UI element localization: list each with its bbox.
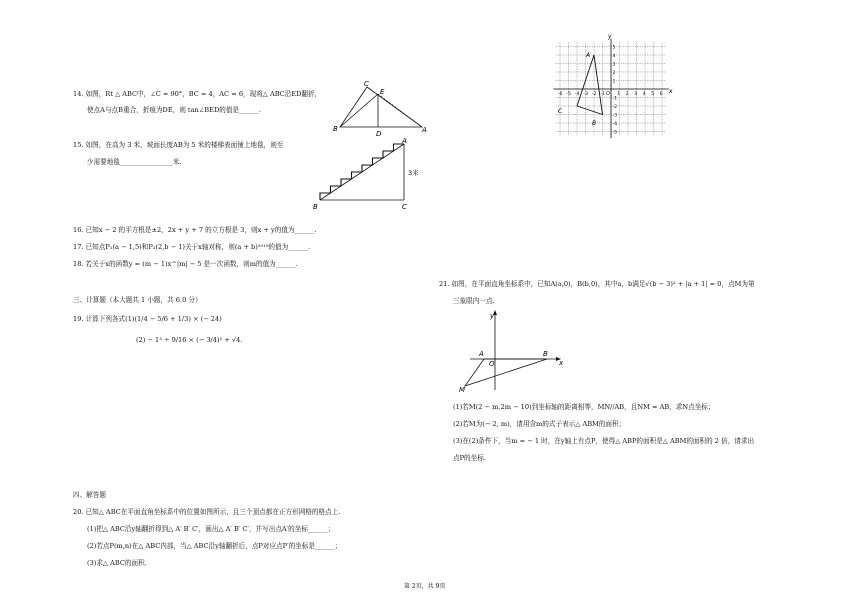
q15-line1: 15. 如图，在高为 3 米，坡面长度AB为 5 米的楼梯表面铺上地毯，则至 (73, 141, 284, 149)
x-tick-label: 5 (651, 92, 655, 97)
q21-part1: (1)若M(2 − m,2m − 10)到坐标轴的距离相等，MN//AB，且NM = AB，求N点坐标； (453, 403, 715, 411)
origin-label: O (489, 360, 495, 368)
point-A: A (586, 52, 591, 59)
x-tick-label: -6 (557, 92, 563, 97)
label-A: A (402, 137, 407, 145)
q21-line1: 21. 如图，在平面直角坐标系中，已知A(a,0)，B(b,0)，其中a，b满足√(b − 3)² + |a + 1| = 0，点M为第 (439, 280, 755, 288)
y-tick-label: 4 (612, 54, 616, 59)
label-D: D (376, 130, 382, 138)
point-B: B (592, 120, 597, 127)
figure-q21-coords (455, 310, 565, 395)
y-tick-label: -2 (612, 105, 618, 110)
axis-x-label: x (669, 88, 673, 95)
q14-line1: 14. 如图，Rt △ ABC中，∠C = 90°，BC = 4，AC = 6，现将△ ABC沿ED翻折， (73, 90, 322, 98)
q17: 17. 已知点P₁(a − 1,5)和P₂(2,b − 1)关于x轴对称，则(a + b)²⁰¹⁹的值为______. (73, 243, 311, 251)
x-tick-label: -2 (591, 92, 597, 97)
x-tick-label: 3 (634, 92, 638, 97)
page-footer: 第 2页，共 9页 (404, 583, 446, 590)
label-E: E (380, 88, 385, 96)
q21-part2: (2)若M为(− 2, m)，请用含m的式子表示△ ABM的面积； (453, 420, 626, 428)
figure-q15-stairs (312, 138, 422, 213)
label-B: B (333, 125, 338, 133)
q20-line2: (1)把△ ABC沿y轴翻折得到△ A′ B′ C′，画出△ A′ B′ C′，并写出点A′的坐标______； (87, 525, 335, 533)
x-tick-label: -5 (566, 92, 571, 97)
label-C: C (402, 203, 407, 211)
q21-part3: (3)在(2)条件下，当m = − 1 时，在y轴上有点P，使得△ ABP的面积是△ ABM的面积的 2 倍，请求出 (453, 437, 755, 445)
section-4-heading: 四、解答题 (73, 491, 106, 499)
q18: 18. 若关于x的函数y = (m − 1)x^|m| − 5 是一次函数，则m的值为______. (73, 260, 298, 268)
axis-y-label: y (608, 33, 612, 40)
y-tick-label: 3 (612, 62, 616, 68)
section-3-heading: 三、计算题（本大题共 1 小题，共 6.0 分） (73, 296, 202, 304)
x-tick-label: -1 (600, 92, 605, 97)
axis-y-label: y (490, 312, 495, 320)
x-tick-label: 2 (625, 92, 629, 97)
q20-line1: 20. 已知△ ABC在平面直角坐标系中的位置如图所示，且三个顶点都在正方形网格的格点上. (73, 508, 341, 516)
q21-line2: 三象限内一点. (453, 297, 495, 305)
q19-line2: (2) − 1³ ÷ 9/16 × (− 3/4)² + √4. (136, 336, 243, 344)
y-tick-label: -3 (612, 113, 618, 119)
x-tick-label: 6 (659, 92, 663, 97)
origin-label: O (606, 92, 610, 97)
x-tick-label: 4 (642, 92, 646, 97)
label-A: A (422, 126, 427, 134)
label-C: C (364, 80, 369, 88)
label-B: B (313, 203, 318, 211)
x-tick-label: -3 (583, 92, 588, 97)
q21-part4: 点P的坐标. (453, 454, 486, 462)
y-tick-label: 5 (612, 45, 616, 51)
point-C: C (558, 108, 563, 115)
figure-q20-grid (548, 30, 678, 142)
y-tick-label: -1 (612, 96, 618, 102)
y-tick-label: -4 (612, 122, 618, 127)
point-M: M (459, 386, 466, 394)
q16: 16. 已知x − 2 的平方根是±2，2x + y + 7 的立方根是 3，则x + y的值为______. (73, 226, 317, 234)
height-label: 3米 (408, 169, 419, 177)
x-tick-label: -4 (574, 92, 580, 97)
q14-line2: 使点A与点B重合，折痕为DE，则 tan∠BED的值是______. (87, 106, 261, 114)
y-tick-label: -5 (612, 130, 618, 136)
point-B: B (543, 350, 548, 358)
figure-q14-triangle (330, 80, 430, 140)
q20-line4: (3)求△ ABC的面积. (87, 559, 147, 567)
q19-line1: 19. 计算下列各式(1)(1/4 − 5/6 + 1/3) × (− 24) (73, 315, 222, 323)
q20-line3: (2)若点P(m,n)在△ ABC内部，当△ ABC沿y轴翻折后，点P对应点P′的坐标是______； (87, 542, 342, 550)
point-A: A (479, 350, 484, 358)
y-tick-label: 1 (612, 79, 616, 85)
axis-x-label: x (559, 359, 564, 367)
x-tick-label: 1 (617, 92, 621, 97)
y-tick-label: 2 (612, 71, 616, 76)
q15-line2: 少需要地毯________________米. (87, 158, 182, 166)
